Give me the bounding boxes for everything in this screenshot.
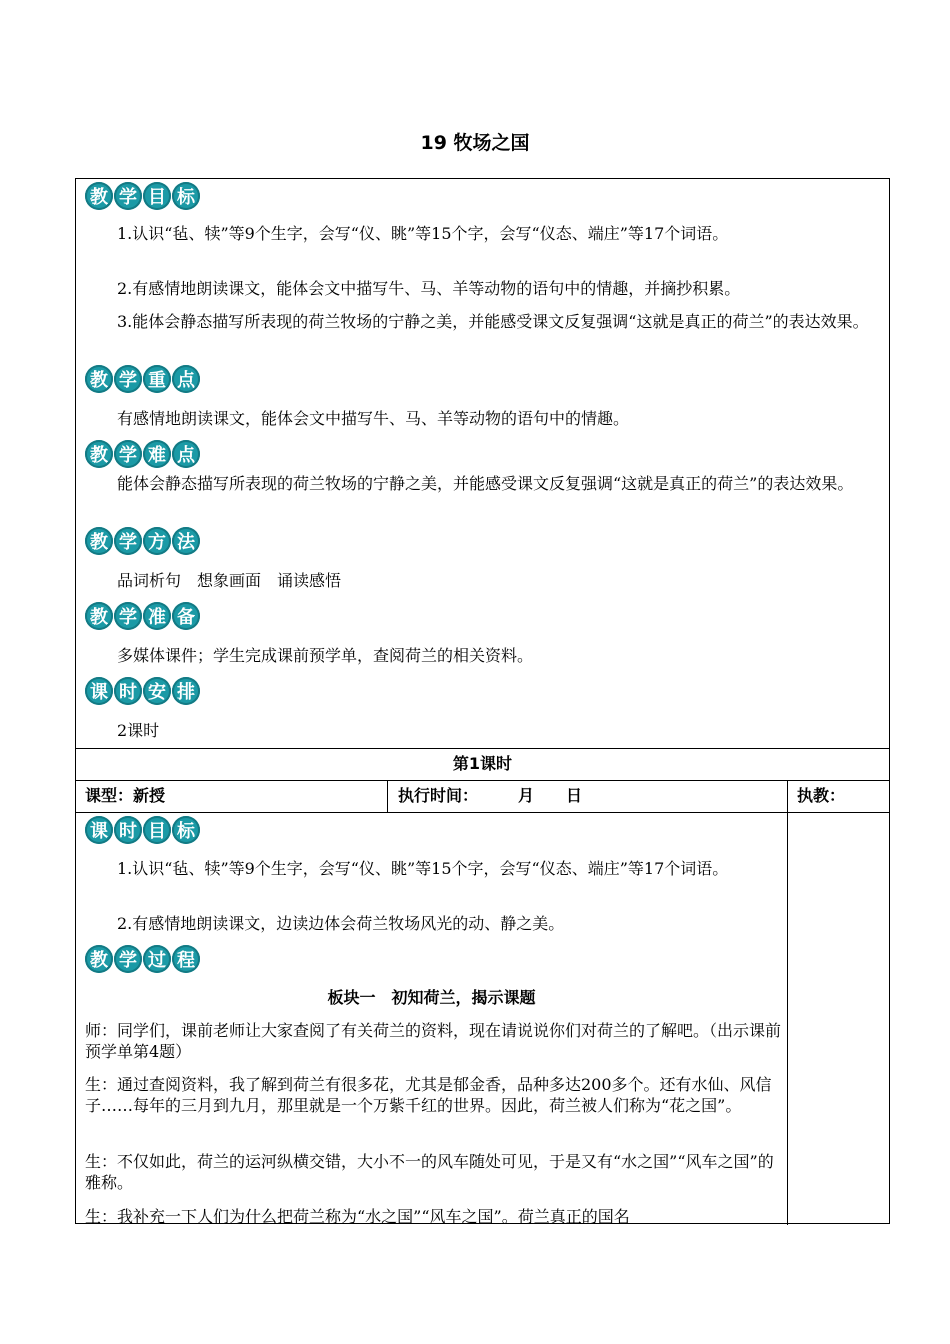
divider-lesson-meta	[76, 780, 889, 781]
lesson-time: 执行时间： 月 日	[398, 786, 583, 805]
schedule-badge: 课 时 安 排	[85, 677, 200, 705]
key-points-badge: 教 学 重 点	[85, 365, 200, 393]
lesson-plan-table	[75, 178, 890, 1224]
schedule-text: 2课时	[117, 721, 160, 740]
dialogue-line-4: 生：我补充一下人们为什么把荷兰称为“水之国”“风车之国”。荷兰真正的国名	[85, 1207, 630, 1226]
teaching-goals-badge: 教 学 目 标	[85, 182, 200, 210]
preparation-badge: 教 学 准 备	[85, 602, 200, 630]
difficulties-badge: 教 学 难 点	[85, 440, 200, 468]
methods-text: 品词析句 想象画面 诵读感悟	[117, 571, 342, 590]
lesson-goals-badge: 课 时 目 标	[85, 816, 200, 844]
document-title: 19 牧场之国	[420, 132, 530, 154]
dialogue-line-3: 生：不仅如此，荷兰的运河纵横交错，大小不一的风车随处可见，于是又有“水之国”“风车之国”的雅称。	[85, 1152, 774, 1192]
teaching-goal-1: 1.认识“毡、犊”等9个生字，会写“仪、眺”等15个字，会写“仪态、端庄”等17个词语。	[117, 224, 729, 243]
lesson-header: 第1课时	[452, 754, 513, 773]
difficulties-text: 能体会静态描写所表现的荷兰牧场的宁静之美，并能感受课文反复强调“这就是真正的荷兰”的表达效果。	[117, 474, 854, 493]
divider-lesson-body	[76, 812, 889, 813]
process-badge: 教 学 过 程	[85, 945, 200, 973]
divider-lesson-header	[76, 748, 889, 749]
divider-teacher-column	[787, 780, 788, 1225]
dialogue-line-2: 生：通过查阅资料，我了解到荷兰有很多花，尤其是郁金香，品种多达200多个。还有水仙、风信子……每年的三月到九月，那里就是一个万紫千红的世界。因此，荷兰被人们称为“花之国”。	[85, 1075, 772, 1115]
lesson-goal-2: 2.有感情地朗读课文，边读边体会荷兰牧场风光的动、静之美。	[117, 914, 565, 933]
methods-badge: 教 学 方 法	[85, 527, 200, 555]
dialogue-line-1: 师：同学们，课前老师让大家查阅了有关荷兰的资料，现在请说说你们对荷兰的了解吧。（出示课前预学单第4题）	[85, 1021, 782, 1061]
teaching-goal-3: 3.能体会静态描写所表现的荷兰牧场的宁静之美，并能感受课文反复强调“这就是真正的荷兰”的表达效果。	[117, 312, 869, 331]
block-title: 板块一 初知荷兰，揭示课题	[327, 988, 536, 1007]
key-points-text: 有感情地朗读课文，能体会文中描写牛、马、羊等动物的语句中的情趣。	[117, 409, 630, 428]
preparation-text: 多媒体课件；学生完成课前预学单，查阅荷兰的相关资料。	[117, 646, 534, 665]
lesson-teacher: 执教：	[797, 786, 846, 805]
teaching-goal-2: 2.有感情地朗读课文，能体会文中描写牛、马、羊等动物的语句中的情趣，并摘抄积累。	[117, 279, 741, 298]
lesson-type: 课型：新授	[85, 786, 166, 805]
divider-type-time	[387, 780, 388, 812]
lesson-goal-1: 1.认识“毡、犊”等9个生字，会写“仪、眺”等15个字，会写“仪态、端庄”等17个词语。	[117, 859, 729, 878]
